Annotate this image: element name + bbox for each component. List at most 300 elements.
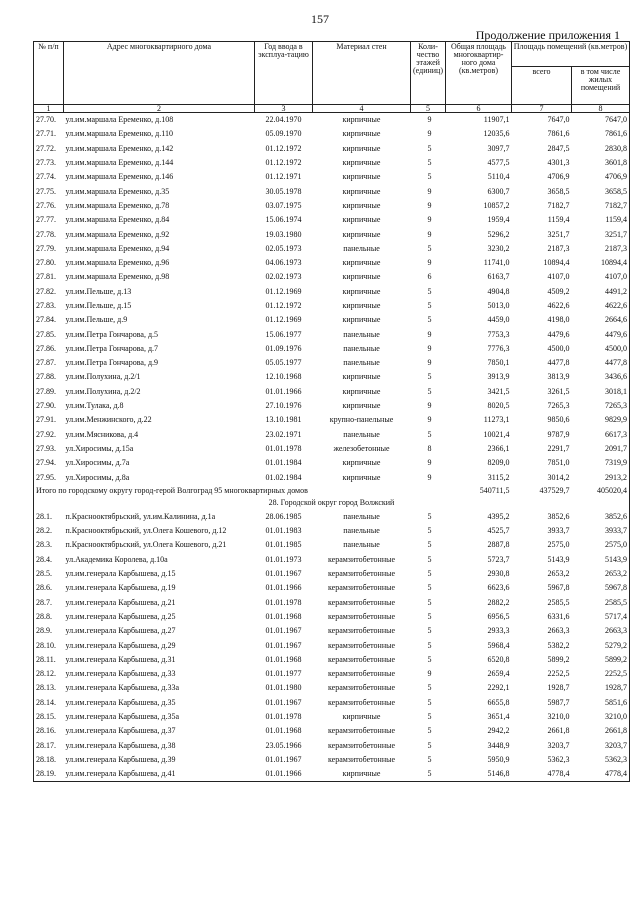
row-floors: 5 xyxy=(427,654,432,664)
row-number: 28.18. xyxy=(34,753,64,767)
row-area-all: 5362,3 xyxy=(547,754,570,764)
row-address: ул.им.Петра Гончарова, д.5 xyxy=(65,329,159,339)
row-floors: 5 xyxy=(427,158,432,168)
row-total-area: 10857,2 xyxy=(483,200,510,210)
row-area-residential: 2091,7 xyxy=(572,442,630,456)
row-floors: 9 xyxy=(427,401,432,411)
row-address: ул.им.маршала Еременко, д.84 xyxy=(65,215,170,225)
row-area-residential: 9829,9 xyxy=(572,413,630,427)
row-year: 01.01.1978 xyxy=(265,712,302,722)
row-address: ул.им.генерала Карбышева, д.29 xyxy=(65,640,176,650)
row-address: ул.им.генерала Карбышева, д.39 xyxy=(65,754,176,764)
row-number: 28.9. xyxy=(34,624,64,638)
row-floors: 5 xyxy=(427,301,432,310)
row-year: 03.07.1975 xyxy=(265,200,302,210)
row-area-all: 2291,7 xyxy=(547,443,570,453)
row-area-residential: 2585,5 xyxy=(572,596,630,610)
row-address: ул.им.генерала Карбышева, д.41 xyxy=(64,767,255,782)
row-year: 01.01.1966 xyxy=(255,767,313,782)
row-floors: 5 xyxy=(427,683,432,693)
total-row xyxy=(34,485,630,497)
row-year: 01.02.1984 xyxy=(265,472,302,482)
row-year: 02.05.1973 xyxy=(265,243,302,253)
table-row xyxy=(34,113,630,128)
row-floors: 5 xyxy=(427,429,432,439)
row-area-residential: 2830,8 xyxy=(572,142,630,156)
row-number: 28.7. xyxy=(34,596,64,610)
row-material: керамзитобетонные xyxy=(327,669,396,679)
row-year: 01.12.1971 xyxy=(265,172,302,182)
row-floors: 5 xyxy=(427,754,432,764)
row-area-residential: 7647,0 xyxy=(572,113,630,128)
row-area-residential: 2663,3 xyxy=(572,624,630,638)
row-address: ул.им.генерала Карбышева, д.31 xyxy=(65,654,176,664)
table-row xyxy=(34,313,630,327)
row-total-area: 4525,7 xyxy=(487,526,510,536)
row-address: ул.им.Мясникова, д.4 xyxy=(65,429,139,439)
row-floors: 5 xyxy=(427,583,432,593)
col-number: 8 xyxy=(572,105,630,113)
table-row xyxy=(34,242,630,256)
table-row xyxy=(34,753,630,767)
row-number: 28.6. xyxy=(34,581,64,595)
row-year: 01.01.1983 xyxy=(265,526,302,536)
row-material: кирпичные xyxy=(313,767,411,782)
row-area-residential: 5899,2 xyxy=(572,653,630,667)
row-material: керамзитобетонные xyxy=(327,583,396,593)
row-address: ул.им.маршала Еременко, д.146 xyxy=(65,172,174,182)
row-total-area: 2887,8 xyxy=(487,540,510,550)
row-number: 27.73. xyxy=(34,156,64,170)
row-area-residential: 4491,2 xyxy=(572,285,630,299)
row-area-all: 10894,4 xyxy=(543,258,570,268)
row-address: ул.Хиросимы, д.15а xyxy=(65,443,134,453)
row-address: п.Краснооктябрьский, ул.Олега Кошевого, д.12 xyxy=(65,526,227,536)
row-floors: 5 xyxy=(427,712,432,722)
row-floors: 6 xyxy=(427,272,432,282)
row-address: ул.им.генерала Карбышева, д.15 xyxy=(65,569,176,579)
row-total-area: 4395,2 xyxy=(487,511,510,521)
row-number: 27.83. xyxy=(34,299,64,313)
table-row xyxy=(34,581,630,595)
row-material: кирпичные xyxy=(342,372,381,382)
row-number: 27.70. xyxy=(34,113,64,128)
row-area-all: 5967,8 xyxy=(547,583,570,593)
row-area-all: 4479,6 xyxy=(547,329,570,339)
row-area-all: 3658,5 xyxy=(547,186,570,196)
row-total-area: 6520,8 xyxy=(487,654,510,664)
continuation-caption: Продолжение приложения 1 xyxy=(475,28,620,42)
row-address: ул.им.генерала Карбышева, д.27 xyxy=(65,626,176,636)
total-residential: 405020,4 xyxy=(572,485,630,497)
row-area-all: 2187,3 xyxy=(547,243,570,253)
row-number: 27.91. xyxy=(34,413,64,427)
row-floors: 5 xyxy=(427,597,432,607)
col-number: 1 xyxy=(34,105,64,113)
row-number: 27.76. xyxy=(34,199,64,213)
row-floors: 9 xyxy=(427,200,432,210)
row-material: кирпичные xyxy=(342,458,381,468)
table-row xyxy=(34,456,630,470)
row-total-area: 2930,8 xyxy=(487,569,510,579)
row-floors: 5 xyxy=(427,143,432,153)
row-address: п.Краснооктябрьский, ул.им.Калинина, д.1а xyxy=(65,511,216,521)
row-area-all: 1159,4 xyxy=(547,215,570,225)
row-address: ул.им.Пельше, д.15 xyxy=(65,301,132,310)
row-address: ул.им.Петра Гончарова, д.9 xyxy=(65,358,159,368)
row-address: ул.им.маршала Еременко, д.92 xyxy=(65,229,170,239)
row-year: 15.06.1977 xyxy=(265,329,302,339)
row-year: 01.09.1976 xyxy=(265,343,302,353)
row-material: керамзитобетонные xyxy=(327,754,396,764)
table-header xyxy=(34,42,630,113)
row-material: кирпичные xyxy=(342,712,381,722)
row-address: ул.им.Полухина, д.2/1 xyxy=(65,372,141,382)
row-area-all: 7851,0 xyxy=(547,458,570,468)
row-material: кирпичные xyxy=(342,172,381,182)
row-area-residential: 5851,6 xyxy=(572,696,630,710)
row-year: 05.05.1977 xyxy=(265,358,302,368)
table-row xyxy=(34,184,630,198)
row-total-area: 2659,4 xyxy=(487,669,510,679)
col-number: 6 xyxy=(446,105,512,113)
row-floors: 5 xyxy=(427,726,432,736)
row-number: 28.15. xyxy=(34,710,64,724)
row-total-area: 3448,9 xyxy=(487,740,510,750)
row-area-all: 3014,2 xyxy=(547,472,570,482)
table-row xyxy=(34,710,630,724)
row-year: 01.01.1985 xyxy=(265,540,302,550)
row-area-residential: 3658,5 xyxy=(572,184,630,198)
col-number: 7 xyxy=(512,105,572,113)
row-area-all: 2663,3 xyxy=(547,626,570,636)
row-year: 04.06.1973 xyxy=(265,258,302,268)
row-number: 27.88. xyxy=(34,370,64,384)
row-area-residential: 2575,0 xyxy=(572,538,630,552)
total-all: 437529,7 xyxy=(539,485,570,495)
row-area-all: 5143,9 xyxy=(547,554,570,564)
row-year: 02.02.1973 xyxy=(265,272,302,282)
row-number: 28.13. xyxy=(34,681,64,695)
row-total-area: 3421,5 xyxy=(487,386,510,396)
row-number: 27.89. xyxy=(34,385,64,399)
row-address: ул.Академика Королева, д.10а xyxy=(65,554,168,564)
row-total-area: 2292,1 xyxy=(487,683,510,693)
row-area-all: 4509,2 xyxy=(547,286,570,296)
table-row xyxy=(34,356,630,370)
row-area-residential: 4778,4 xyxy=(572,767,630,782)
row-address: ул.им.Менжинского, д.22 xyxy=(65,415,152,425)
row-total-area: 12035,6 xyxy=(483,129,510,139)
row-material: кирпичные xyxy=(342,315,381,325)
table-row xyxy=(34,399,630,413)
table-row xyxy=(34,142,630,156)
row-year: 23.02.1971 xyxy=(265,429,302,439)
table-row xyxy=(34,724,630,738)
total-label: Итого по городскому округу город-герой Волгоград 95 многоквартирных домов xyxy=(34,485,446,497)
row-total-area: 3097,7 xyxy=(487,143,510,153)
row-total-area: 2882,2 xyxy=(487,597,510,607)
row-number: 27.93. xyxy=(34,442,64,456)
row-floors: 5 xyxy=(427,626,432,636)
table-row xyxy=(34,227,630,241)
row-floors: 5 xyxy=(427,569,432,579)
row-year: 01.12.1969 xyxy=(265,315,302,325)
row-number: 27.87. xyxy=(34,356,64,370)
row-year: 01.01.1967 xyxy=(265,569,302,579)
row-floors: 5 xyxy=(427,540,432,550)
table-row xyxy=(34,327,630,341)
row-total-area: 5296,2 xyxy=(487,229,510,239)
page-number: 157 xyxy=(311,12,329,26)
table-row xyxy=(34,342,630,356)
row-area-all: 4198,0 xyxy=(547,315,570,325)
row-year: 01.12.1972 xyxy=(265,301,302,310)
row-number: 28.4. xyxy=(34,553,64,567)
row-year: 13.10.1981 xyxy=(265,415,302,425)
table-row xyxy=(34,370,630,384)
row-material: кирпичные xyxy=(342,272,381,282)
row-area-residential: 5279,2 xyxy=(572,638,630,652)
row-address: ул.им.маршала Еременко, д.35 xyxy=(65,186,170,196)
row-address: ул.им.генерала Карбышева, д.38 xyxy=(65,740,176,750)
row-material: кирпичные xyxy=(342,115,381,125)
row-floors: 9 xyxy=(427,415,432,425)
row-address: ул.им.генерала Карбышева, д.33 xyxy=(65,669,176,679)
row-number: 27.84. xyxy=(34,313,64,327)
row-total-area: 1959,4 xyxy=(487,215,510,225)
row-floors: 8 xyxy=(427,443,432,453)
row-area-all: 7265,3 xyxy=(547,401,570,411)
table-row xyxy=(34,470,630,484)
table-row xyxy=(34,667,630,681)
row-total-area: 5950,9 xyxy=(487,754,510,764)
row-area-residential: 3933,7 xyxy=(572,524,630,538)
row-number: 27.78. xyxy=(34,227,64,241)
row-material: керамзитобетонные xyxy=(327,640,396,650)
row-area-residential: 4622,6 xyxy=(572,299,630,313)
row-address: ул.им.генерала Карбышева, д.33а xyxy=(65,683,179,693)
row-area-all: 4301,3 xyxy=(547,158,570,168)
row-material: керамзитобетонные xyxy=(327,654,396,664)
row-area-all: 4778,4 xyxy=(512,767,572,782)
row-total-area: 2933,3 xyxy=(487,626,510,636)
row-address: п.Краснооктябрьский, ул.Олега Кошевого, д.21 xyxy=(65,540,227,550)
row-total-area: 6300,7 xyxy=(487,186,510,196)
row-material: кирпичные xyxy=(342,186,381,196)
row-number: 28.19. xyxy=(34,767,64,782)
row-number: 28.10. xyxy=(34,638,64,652)
row-area-all: 5382,2 xyxy=(547,640,570,650)
row-number: 28.5. xyxy=(34,567,64,581)
row-material: кирпичные xyxy=(342,258,381,268)
row-area-residential: 3601,8 xyxy=(572,156,630,170)
row-material: керамзитобетонные xyxy=(327,740,396,750)
row-area-residential: 4479,6 xyxy=(572,327,630,341)
row-year: 01.01.1968 xyxy=(265,611,302,621)
row-floors: 5 xyxy=(427,286,432,296)
table-row xyxy=(34,270,630,284)
row-floors: 9 xyxy=(427,215,432,225)
row-material: кирпичные xyxy=(342,401,381,411)
row-material: керамзитобетонные xyxy=(327,626,396,636)
row-address: ул.им.маршала Еременко, д.144 xyxy=(65,158,174,168)
header-floors: Коли-чество этажей (единиц) xyxy=(411,42,446,105)
row-year: 01.01.1977 xyxy=(265,669,302,679)
row-total-area: 7753,3 xyxy=(487,329,510,339)
row-number: 27.92. xyxy=(34,428,64,442)
table-row xyxy=(34,524,630,538)
row-area-residential: 7319,9 xyxy=(572,456,630,470)
row-floors: 5 xyxy=(427,386,432,396)
row-area-all: 9850,6 xyxy=(547,415,570,425)
table-row xyxy=(34,681,630,695)
row-area-all: 3210,0 xyxy=(547,712,570,722)
row-address: ул.им.Пельше, д.9 xyxy=(65,315,128,325)
row-total-area: 4904,8 xyxy=(487,286,510,296)
row-material: кирпичные xyxy=(342,200,381,210)
row-area-residential: 3210,0 xyxy=(572,710,630,724)
row-year: 01.01.1967 xyxy=(265,697,302,707)
row-floors: 5 xyxy=(427,640,432,650)
row-year: 01.01.1978 xyxy=(265,597,302,607)
row-total-area: 2366,1 xyxy=(487,443,510,453)
row-number: 27.72. xyxy=(34,142,64,156)
row-number: 27.94. xyxy=(34,456,64,470)
row-number: 27.86. xyxy=(34,342,64,356)
row-material: железобетонные xyxy=(333,443,390,453)
row-area-all: 3203,7 xyxy=(547,740,570,750)
row-number: 28.2. xyxy=(34,524,64,538)
row-area-residential: 6617,3 xyxy=(572,428,630,442)
housing-table xyxy=(33,41,630,782)
row-floors: 5 xyxy=(427,372,432,382)
row-floors: 9 xyxy=(427,669,432,679)
row-area-all: 3251,7 xyxy=(547,229,570,239)
row-year: 30.05.1978 xyxy=(265,186,302,196)
table-row xyxy=(34,696,630,710)
row-number: 27.79. xyxy=(34,242,64,256)
row-address: ул.им.маршала Еременко, д.110 xyxy=(65,129,173,139)
row-area-all: 2653,2 xyxy=(547,569,570,579)
row-area-residential: 7182,7 xyxy=(572,199,630,213)
row-total-area: 4577,5 xyxy=(487,158,510,168)
section-row xyxy=(34,497,630,510)
row-address: ул.им.генерала Карбышева, д.37 xyxy=(65,726,176,736)
row-material: панельные xyxy=(343,526,380,536)
row-total-area: 5013,0 xyxy=(487,301,510,310)
row-address: ул.им.маршала Еременко, д.78 xyxy=(65,200,170,210)
row-year: 05.09.1970 xyxy=(265,129,302,139)
row-number: 28.1. xyxy=(34,510,64,524)
row-area-all: 4500,0 xyxy=(547,343,570,353)
row-number: 27.90. xyxy=(34,399,64,413)
row-total-area: 3913,9 xyxy=(487,372,510,382)
row-area-all: 3261,5 xyxy=(547,386,570,396)
row-area-residential: 2661,8 xyxy=(572,724,630,738)
row-year: 01.01.1966 xyxy=(265,583,302,593)
row-year: 01.01.1984 xyxy=(265,458,302,468)
row-area-all: 2847,5 xyxy=(547,143,570,153)
row-total-area: 8209,0 xyxy=(487,458,510,468)
table-row xyxy=(34,127,630,141)
row-area-all: 5899,2 xyxy=(547,654,570,664)
row-number: 28.16. xyxy=(34,724,64,738)
header-material: Материал стен xyxy=(313,42,411,105)
row-total-area: 8020,5 xyxy=(487,401,510,411)
row-number: 28.17. xyxy=(34,738,64,752)
table-row xyxy=(34,170,630,184)
row-area-all: 4706,9 xyxy=(547,172,570,182)
row-floors: 5 xyxy=(427,172,432,182)
row-area-all: 4477,8 xyxy=(547,358,570,368)
row-area-all: 7182,7 xyxy=(547,200,570,210)
header-num: № п/п xyxy=(34,42,64,105)
table-row xyxy=(34,738,630,752)
row-floors: 5 xyxy=(427,611,432,621)
table-row xyxy=(34,653,630,667)
row-year: 19.03.1980 xyxy=(265,229,302,239)
row-address: ул.Хиросимы, д.8а xyxy=(65,472,130,482)
row-floors: 9 xyxy=(427,458,432,468)
row-material: керамзитобетонные xyxy=(327,611,396,621)
table-row xyxy=(34,413,630,427)
row-floors: 9 xyxy=(427,258,432,268)
row-year: 01.12.1969 xyxy=(265,286,302,296)
row-area-residential: 4477,8 xyxy=(572,356,630,370)
row-material: панельные xyxy=(343,511,380,521)
row-material: кирпичные xyxy=(342,286,381,296)
row-year: 15.06.1974 xyxy=(265,215,302,225)
table-row xyxy=(34,624,630,638)
row-address: ул.им.маршала Еременко, д.96 xyxy=(65,258,170,268)
row-area-residential: 4706,9 xyxy=(572,170,630,184)
row-year: 01.01.1973 xyxy=(265,554,302,564)
row-area-all: 3852,6 xyxy=(547,511,570,521)
row-area-all: 7861,6 xyxy=(547,129,570,139)
row-area-all: 7647,0 xyxy=(547,115,570,125)
header-premises: Площадь помещений (кв.метров) xyxy=(512,42,630,67)
row-area-all: 2661,8 xyxy=(547,726,570,736)
table-row xyxy=(34,538,630,552)
row-area-all: 6331,6 xyxy=(547,611,570,621)
row-total-area: 2942,2 xyxy=(487,726,510,736)
row-number: 28.3. xyxy=(34,538,64,552)
row-material: керамзитобетонные xyxy=(327,554,396,564)
table-row xyxy=(34,638,630,652)
row-number: 28.14. xyxy=(34,696,64,710)
row-year: 12.10.1968 xyxy=(265,372,302,382)
row-total-area: 11907,1 xyxy=(483,115,510,125)
row-year: 27.10.1976 xyxy=(265,401,302,411)
row-number: 28.8. xyxy=(34,610,64,624)
row-floors: 5 xyxy=(427,554,432,564)
row-material: панельные xyxy=(343,329,380,339)
row-number: 27.81. xyxy=(34,270,64,284)
row-material: кирпичные xyxy=(342,143,381,153)
header-all: всего xyxy=(512,67,572,105)
row-total-area: 6956,5 xyxy=(487,611,510,621)
row-address: ул.им.генерала Карбышева, д.25 xyxy=(65,611,176,621)
table-row xyxy=(34,199,630,213)
row-material: керамзитобетонные xyxy=(327,697,396,707)
header-address: Адрес многоквартирного дома xyxy=(64,42,255,105)
row-area-all: 3813,9 xyxy=(547,372,570,382)
row-material: кирпичные xyxy=(342,129,381,139)
row-material: кирпичные xyxy=(342,215,381,225)
table-row xyxy=(34,567,630,581)
row-address: ул.им.маршала Еременко, д.94 xyxy=(65,243,170,253)
